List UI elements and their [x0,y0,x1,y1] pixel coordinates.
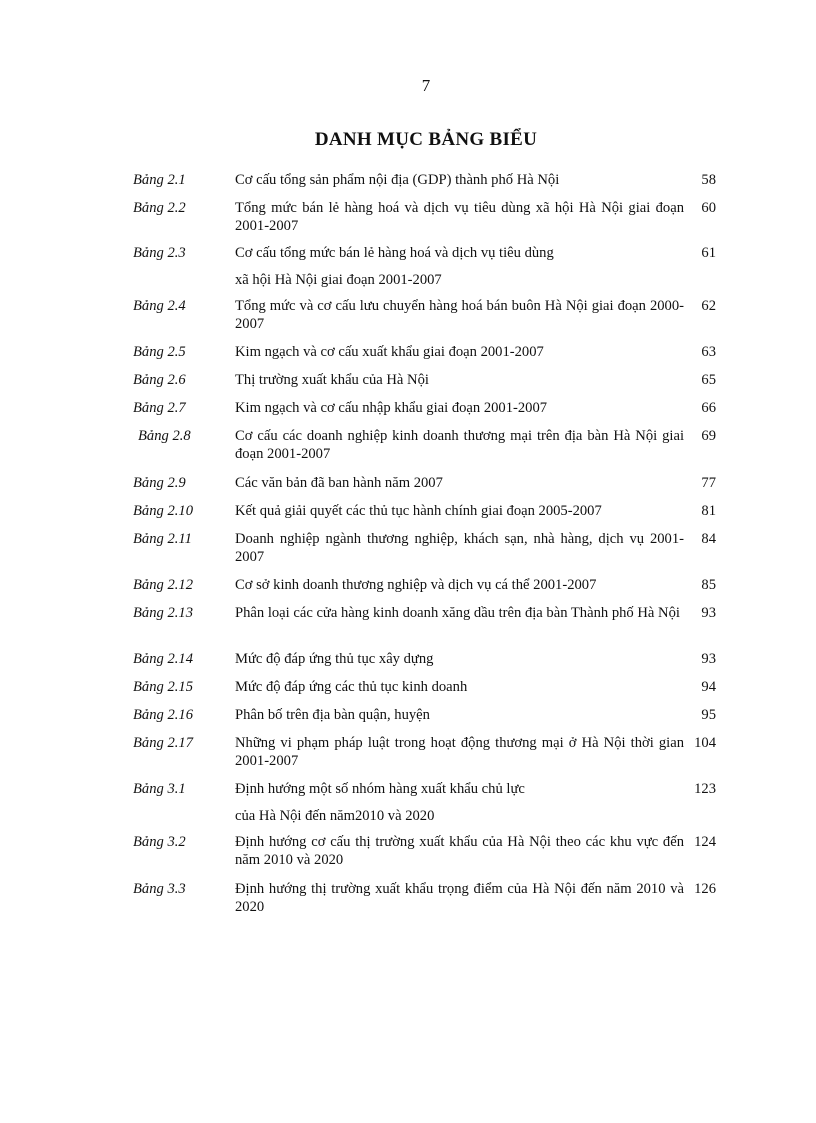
table-number-label: Bảng 2.8 [138,428,191,444]
table-title [235,530,684,566]
page-reference: 81 [701,503,716,519]
table-title [235,734,684,770]
table-title [235,833,684,869]
table-title-line: Các văn bản đã ban hành năm 2007 [235,475,443,491]
table-number-label: Bảng 2.9 [133,475,186,491]
table-title [235,650,684,668]
table-title-line: Những vi phạm pháp luật trong hoạt động thương mại ở Hà Nội thời gian 2001-2007 [235,735,684,769]
table-title [235,343,684,361]
table-number-label: Bảng 3.2 [133,834,186,850]
page-reference: 62 [701,298,716,314]
page-reference: 124 [694,834,716,850]
page-reference: 126 [694,881,716,897]
table-title [235,427,684,463]
page-reference: 94 [701,679,716,695]
table-number-label: Bảng 2.4 [133,298,186,314]
table-title-line: Cơ sở kinh doanh thương nghiệp và dịch vụ cá thể 2001-2007 [235,577,597,593]
table-number-label: Bảng 2.5 [133,344,186,360]
table-title [235,576,684,594]
table-number-label: Bảng 2.13 [133,605,193,621]
table-number-label: Bảng 3.3 [133,881,186,897]
table-number-label: Bảng 2.11 [133,531,192,547]
page-reference: 58 [701,172,716,188]
table-title-line: Tổng mức và cơ cấu lưu chuyển hàng hoá bán buôn Hà Nội giai đoạn 2000-2007 [235,298,684,332]
page-reference: 61 [701,245,716,261]
table-title [235,199,684,235]
table-title-line: Kết quả giải quyết các thủ tục hành chính giai đoạn 2005-2007 [235,503,602,519]
table-number-label: Bảng 2.7 [133,400,186,416]
page-reference: 104 [694,735,716,751]
table-title-line: Tổng mức bán lẻ hàng hoá và dịch vụ tiêu dùng xã hội Hà Nội giai đoạn 2001-2007 [235,200,684,234]
page-number: 7 [421,76,431,95]
table-title-line: của Hà Nội đến năm2010 và 2020 [235,808,435,824]
table-number-label: Bảng 3.1 [133,781,186,797]
page-reference: 85 [701,577,716,593]
table-title-line: Định hướng một số nhóm hàng xuất khẩu chủ lực [235,781,525,797]
table-title [235,678,684,696]
table-title-line: Phân loại các cửa hàng kinh doanh xăng dầu trên địa bàn Thành phố Hà Nội [235,605,680,621]
table-title-line: Cơ cấu các doanh nghiệp kinh doanh thương mại trên địa bàn Hà Nội giai đoạn 2001-2007 [235,428,684,462]
table-number-label: Bảng 2.12 [133,577,193,593]
table-number-label: Bảng 2.6 [133,372,186,388]
table-number-label: Bảng 2.14 [133,651,193,667]
table-title [235,244,684,289]
page-reference: 69 [701,428,716,444]
table-title [235,371,684,389]
page-reference: 123 [694,781,716,797]
table-title-line: Doanh nghiệp ngành thương nghiệp, khách sạn, nhà hàng, dịch vụ 2001-2007 [235,531,684,565]
table-title-line: Mức độ đáp ứng các thủ tục kinh doanh [235,679,468,695]
table-title-line: xã hội Hà Nội giai đoạn 2001-2007 [235,272,442,288]
table-title [235,880,684,916]
page-reference: 84 [701,531,716,547]
table-number-label: Bảng 2.1 [133,172,186,188]
table-title [235,706,684,724]
table-title [235,399,684,417]
table-number-label: Bảng 2.10 [133,503,193,519]
page-reference: 66 [701,400,716,416]
table-title-line: Thị trường xuất khẩu của Hà Nội [235,372,429,388]
page-reference: 65 [701,372,716,388]
page-reference: 77 [701,475,716,491]
table-number-label: Bảng 2.16 [133,707,193,723]
table-title [235,780,684,825]
table-title-line: Phân bố trên địa bàn quận, huyện [235,707,430,723]
table-title-line: Cơ cấu tổng sản phẩm nội địa (GDP) thành phố Hà Nội [235,172,560,188]
page-title: DANH MỤC BẢNG BIỂU [314,129,538,150]
page-reference: 63 [701,344,716,360]
table-title-line: Kim ngạch và cơ cấu nhập khẩu giai đoạn 2001-2007 [235,400,548,416]
table-title-line: Kim ngạch và cơ cấu xuất khẩu giai đoạn 2001-2007 [235,344,544,360]
table-title [235,474,684,492]
page-reference: 60 [701,200,716,216]
table-number-label: Bảng 2.2 [133,200,186,216]
table-title-line: Định hướng thị trường xuất khẩu trọng điểm của Hà Nội đến năm 2010 và 2020 [235,881,684,915]
table-title-line: Cơ cấu tổng mức bán lẻ hàng hoá và dịch vụ tiêu dùng [235,245,554,261]
table-number-label: Bảng 2.15 [133,679,193,695]
page-reference: 93 [701,651,716,667]
table-title-line: Định hướng cơ cấu thị trường xuất khẩu của Hà Nội theo các khu vực đến năm 2010 và 2020 [235,834,684,868]
table-title-line: Mức độ đáp ứng thủ tục xây dựng [235,651,434,667]
page-reference: 93 [701,605,716,621]
page-reference: 95 [701,707,716,723]
table-title [235,171,684,189]
table-number-label: Bảng 2.3 [133,245,186,261]
table-title [235,604,684,622]
table-title [235,297,684,333]
table-title [235,502,684,520]
table-number-label: Bảng 2.17 [133,735,193,751]
